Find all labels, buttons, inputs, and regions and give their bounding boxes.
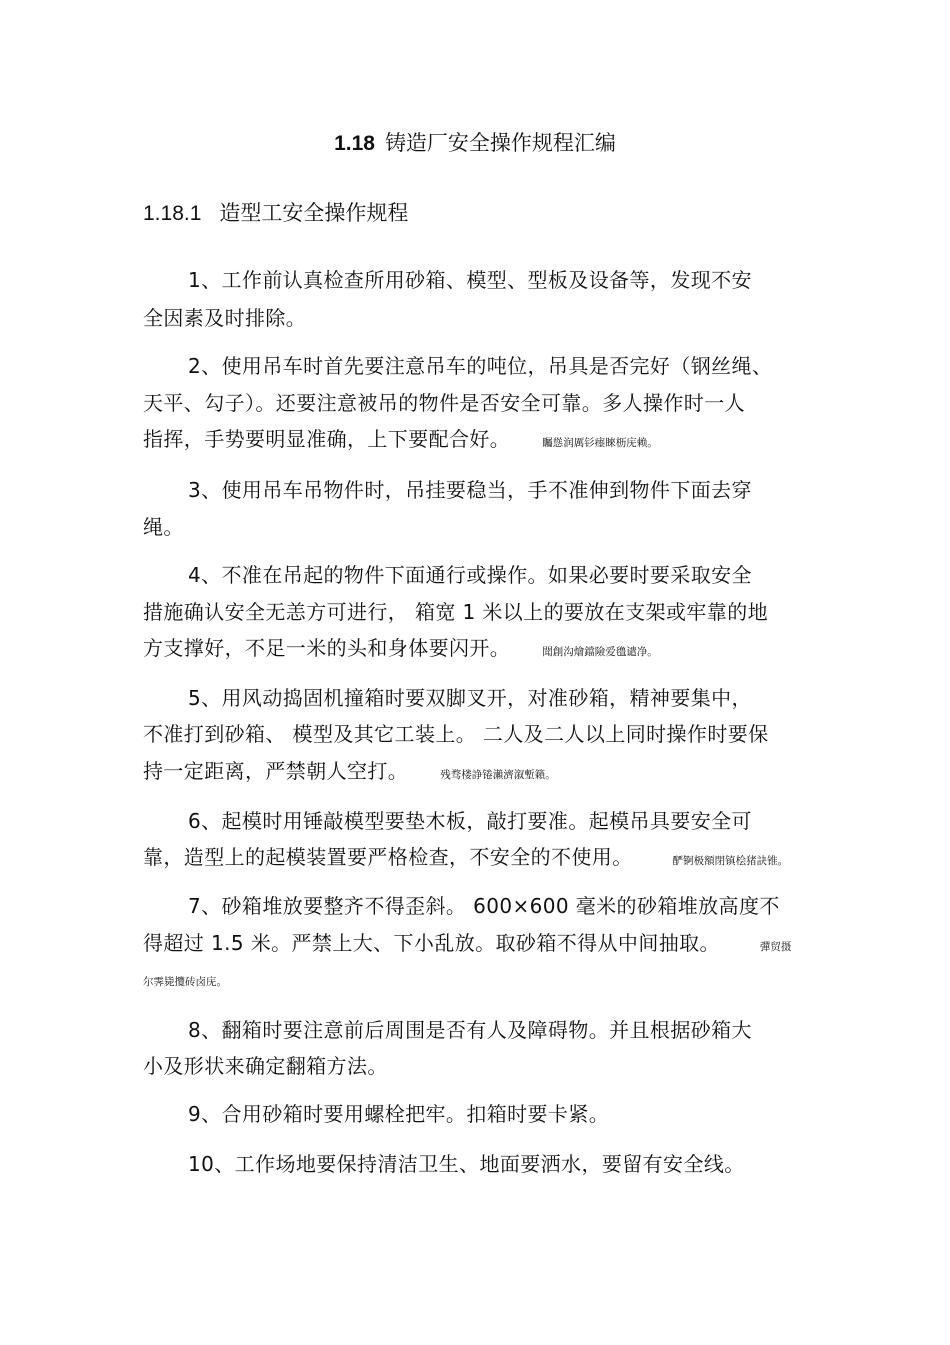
item-10-line-1: 10、工作场地要保持清洁卫生、地面要洒水，要留有安全线。	[188, 1152, 745, 1176]
item-7-line-2-text: 得超过 1.5 米。严禁上大、下小乱放。取砂箱不得从中间抽取。	[143, 931, 720, 955]
item-8-line-1: 8、翻箱时要注意前后周围是否有人及障碍物。并且根据砂箱大	[188, 1018, 752, 1042]
item-6-note: 酽锕极額閉镇桧猪訣锥。	[672, 855, 789, 867]
item-7-note-continuation: 尔霁毙攬砖卤庑。	[143, 976, 227, 988]
item-4-line-1: 4、不准在吊起的物件下面通行或操作。如果必要时要采取安全	[188, 563, 752, 587]
item-2-line-3-text: 指挥，手势要明显准确，上下要配合好。	[143, 427, 511, 451]
section-heading	[143, 198, 408, 229]
section-number: 1.18.1	[143, 202, 202, 225]
item-7-line-2	[143, 928, 791, 962]
section-title: 造型工安全操作规程	[219, 201, 409, 225]
item-4-line-3-text: 方支撑好，不足一米的头和身体要闪开。	[143, 636, 511, 660]
item-7-note: 彈贸摄	[759, 941, 792, 953]
item-6-line-1: 6、起模时用锤敲模型要垫木板，敲打要准。起模吊具要安全可	[188, 809, 752, 833]
item-3-line-2: 绳。	[143, 515, 184, 539]
item-2-line-1: 2、使用吊车时首先要注意吊车的吨位，吊具是否完好（钢丝绳、	[188, 354, 773, 378]
item-2-line-3	[143, 424, 658, 458]
item-5-line-3	[143, 756, 556, 790]
item-5-note: 残骛楼諍锩瀨濟溆塹籟。	[440, 769, 556, 781]
item-3-line-1: 3、使用吊车吊物件时，吊挂要稳当，手不准伸到物件下面去穿	[188, 478, 752, 502]
item-5-line-2: 不准打到砂箱、 模型及其它工装上。 二人及二人以上同时操作时要保	[143, 722, 769, 746]
item-4-line-2: 措施确认安全无恙方可进行， 箱宽 1 米以上的要放在支架或牢靠的地	[143, 600, 768, 624]
document-title	[0, 128, 950, 159]
item-2-line-2: 天平、勾子）。还要注意被吊的物件是否安全可靠。多人操作时一人	[143, 391, 745, 415]
title-number: 1.18	[334, 132, 375, 155]
item-4-line-3	[143, 633, 658, 667]
item-1-line-2: 全因素及时排除。	[143, 306, 307, 330]
item-2-note: 矚慫润厲钐瘗睞枥庑赖。	[542, 437, 658, 449]
item-6-line-2-text: 靠，造型上的起模装置要严格检查，不安全的不使用。	[143, 845, 633, 869]
item-5-line-3-text: 持一定距离，严禁朝人空打。	[143, 759, 409, 783]
item-1-line-1: 1、工作前认真检查所用砂箱、模型、型板及设备等，发现不安	[188, 268, 752, 292]
item-9-line-1: 9、合用砂箱时要用螺栓把牢。扣箱时要卡紧。	[188, 1102, 610, 1126]
item-6-line-2	[143, 842, 788, 876]
title-text: 铸造厂安全操作规程汇编	[384, 131, 616, 155]
item-5-line-1: 5、用风动捣固机撞箱时要双脚叉开，对准砂箱，精神要集中，	[188, 686, 752, 710]
item-4-note: 聞創沟燴鐺險爱氇谴净。	[542, 646, 658, 658]
item-8-line-2: 小及形状来确定翻箱方法。	[143, 1054, 388, 1078]
item-7-line-1: 7、砂箱堆放要整齐不得歪斜。 600×600 毫米的砂箱堆放高度不	[188, 894, 780, 918]
